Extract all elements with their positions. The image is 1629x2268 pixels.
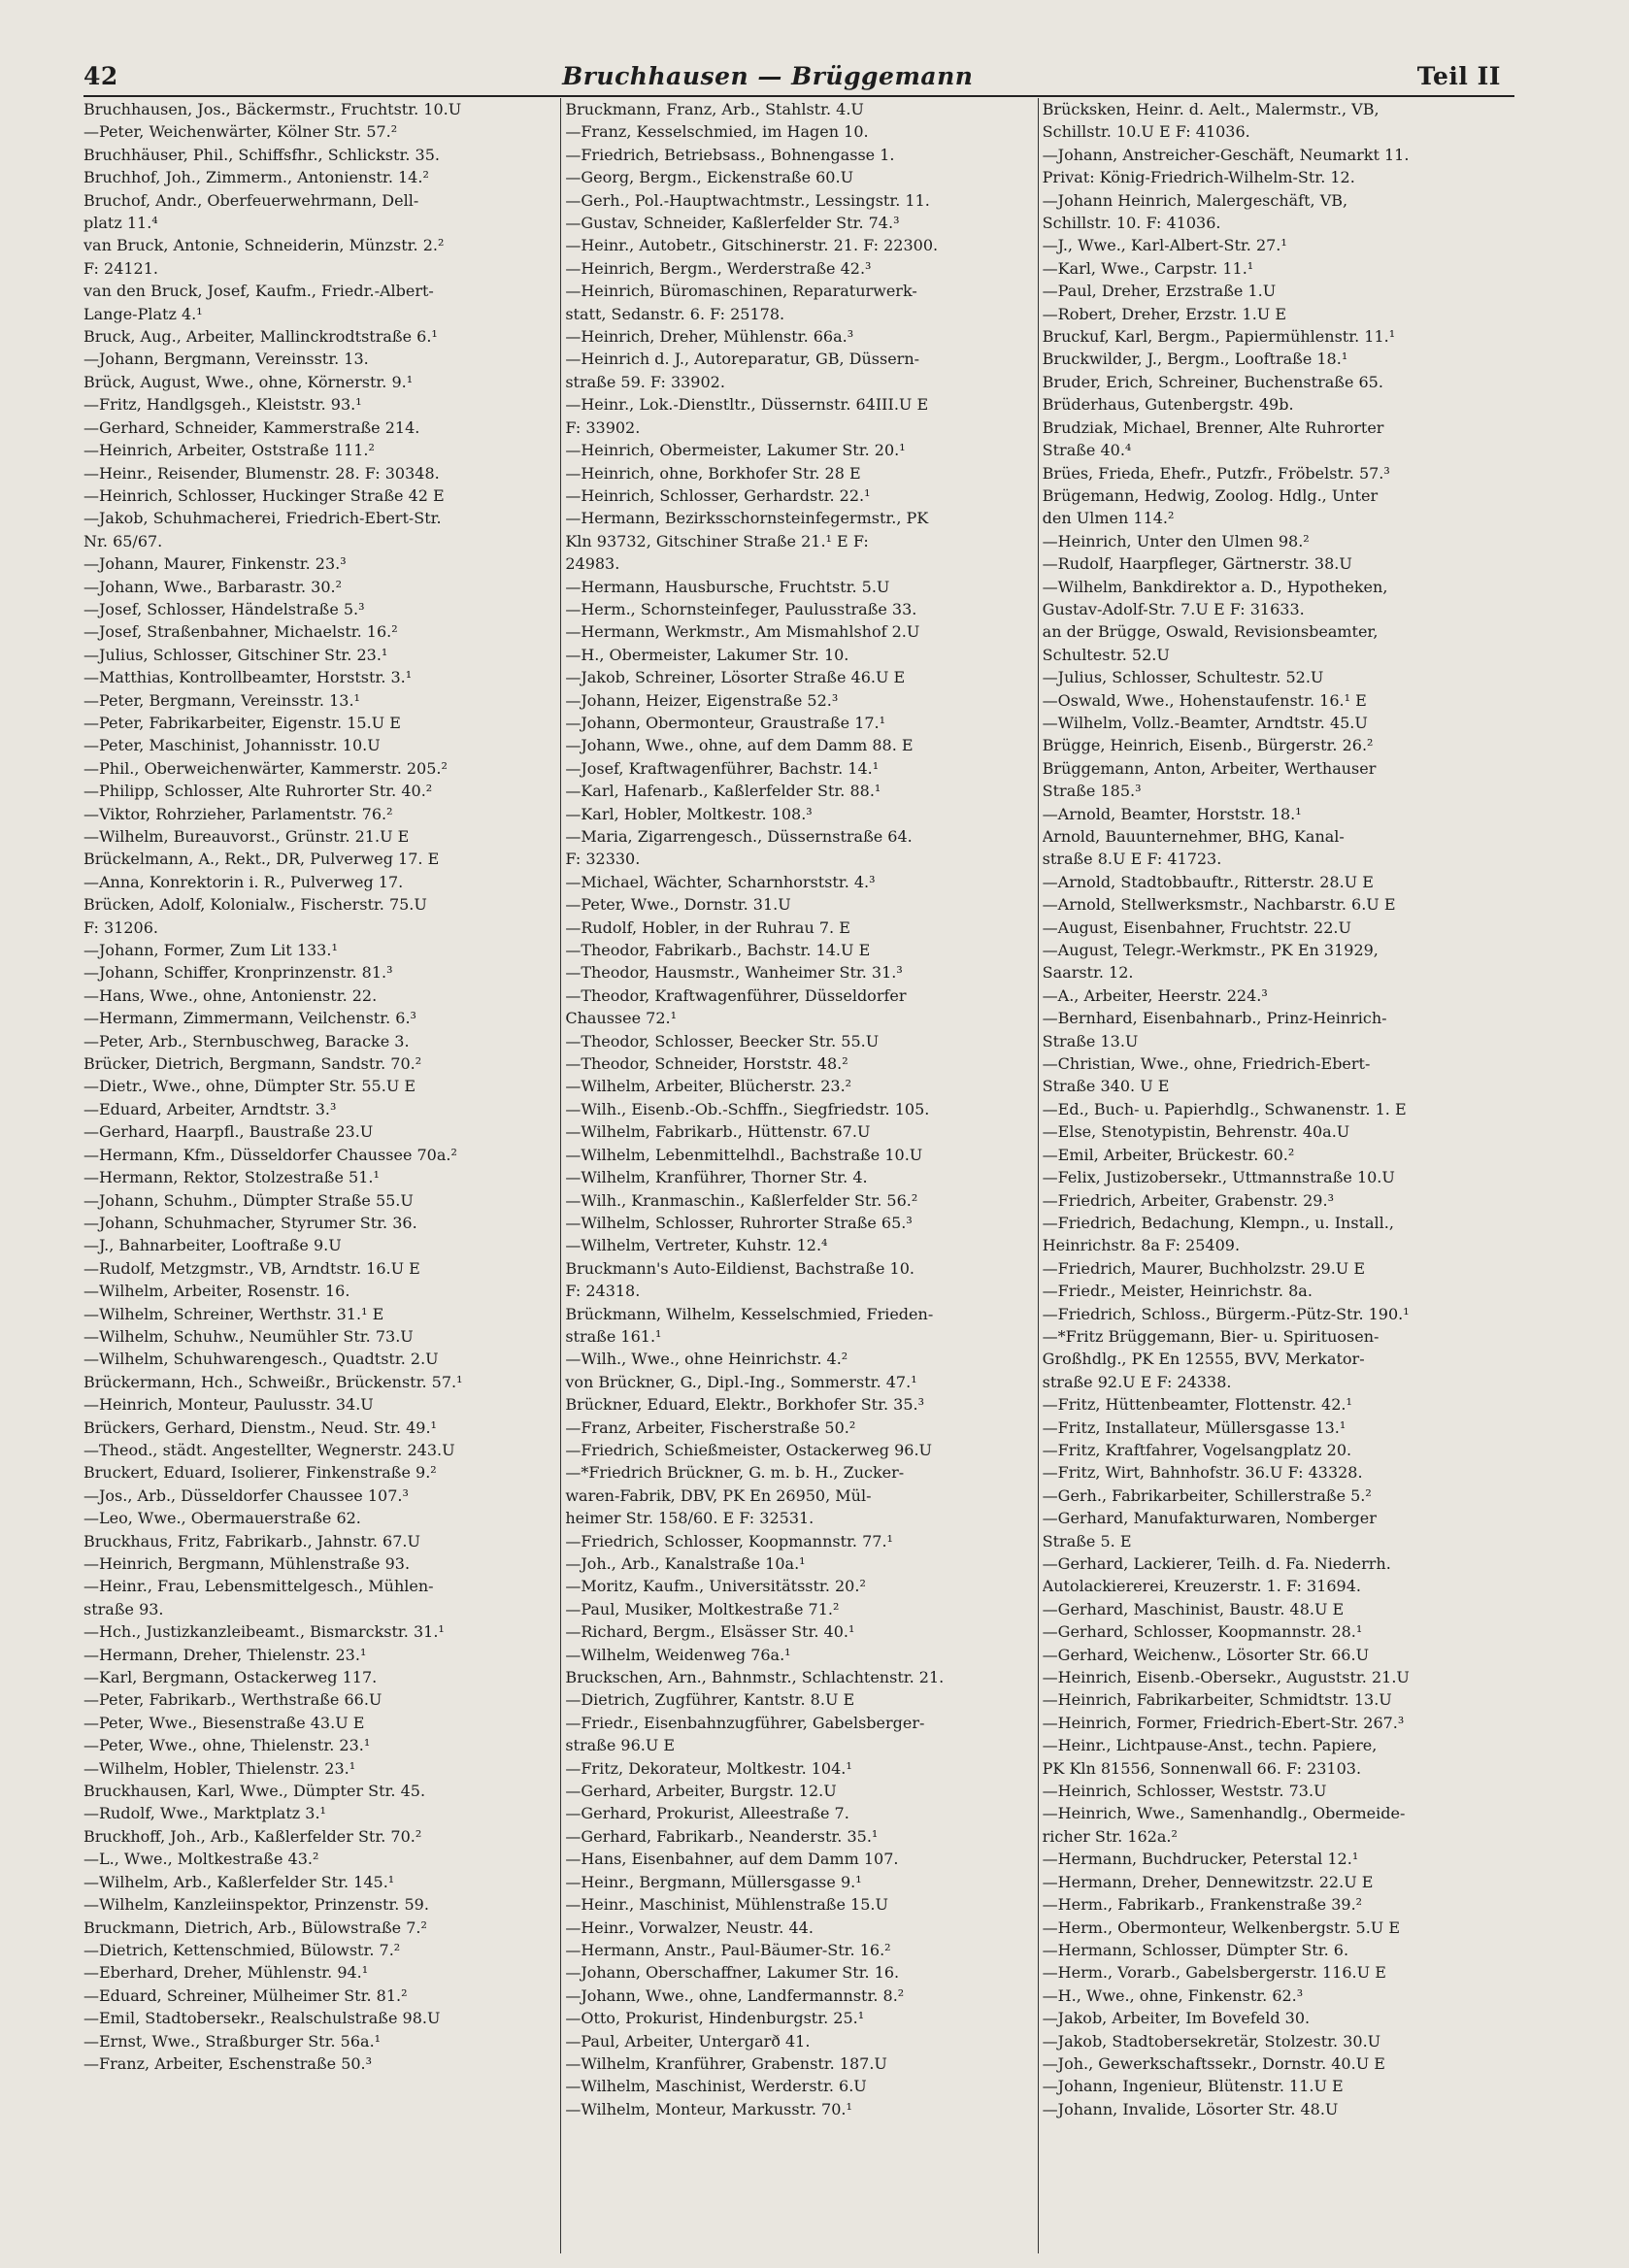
directory-entry: —Fritz, Hüttenbeamter, Flottenstr. 42.¹ [1042,1395,1352,1415]
directory-entry: —Karl, Wwe., Carpstr. 11.¹ [1042,258,1254,278]
directory-entry: —Jakob, Arbeiter, Im Bovefeld 30. [1042,2009,1311,2028]
page-title: Bruchhausen — Brüggemann [562,61,974,90]
directory-entry: Schillstr. 10. F: 41036. [1042,214,1221,233]
directory-entry: —Peter, Fabrikarbeiter, Eigenstr. 15.U E [83,713,401,732]
directory-entry: —Fritz, Wirt, Bahnhofstr. 36.U F: 43328. [1042,1463,1363,1483]
directory-entry: —Julius, Schlosser, Gitschiner Str. 23.¹ [83,645,388,664]
directory-entry: —Johann, Schuhm., Dümpter Straße 55.U [83,1190,414,1210]
directory-entry: straße 59. F: 33902. [565,372,725,391]
directory-entry: —Joh., Gewerkschaftssekr., Dornstr. 40.U E [1042,2053,1385,2073]
directory-entry: —Wilhelm, Lebenmittelhdl., Bachstraße 10.U [565,1145,923,1164]
directory-entry: —Hermann, Bezirksschornsteinfegermstr., PK [565,509,929,528]
directory-entry: Bruckschen, Arn., Bahnmstr., Schlachtenstr. 21. [565,1668,945,1687]
directory-entry: Brües, Frieda, Ehefr., Putzfr., Fröbelstr. 57.³ [1042,463,1390,483]
directory-entry: —Rudolf, Metzgmstr., VB, Arndtstr. 16.U E [83,1258,420,1278]
directory-entry: an der Brügge, Oswald, Revisionsbeamter, [1042,622,1379,642]
directory-entry: —*Fritz Brüggemann, Bier- u. Spirituosen- [1042,1326,1380,1346]
directory-entry: Brücker, Dietrich, Bergmann, Sandstr. 70.² [83,1054,422,1074]
directory-entry: —J., Wwe., Karl-Albert-Str. 27.¹ [1042,236,1287,255]
directory-entry: —Wilhelm, Arb., Kaßlerfelder Str. 145.¹ [83,1872,395,1891]
header-rule [83,95,1514,97]
directory-entry: —Wilhelm, Hobler, Thielenstr. 23.¹ [83,1758,356,1778]
directory-entry: Bruchhof, Joh., Zimmerm., Antonienstr. 14.² [83,168,429,187]
part-label: Teil II [1416,61,1501,90]
directory-entry: —Wilhelm, Maschinist, Werderstr. 6.U [565,2077,867,2096]
directory-entry: —Georg, Bergm., Eickenstraße 60.U [565,168,854,187]
directory-entry: —Johann, Schuhmacher, Styrumer Str. 36. [83,1213,417,1232]
directory-entry: —Dietrich, Zugführer, Kantstr. 8.U E [565,1690,855,1710]
directory-entry: —Heinr., Reisender, Blumenstr. 28. F: 30348. [83,463,440,483]
directory-entry: —Michael, Wächter, Scharnhorststr. 4.³ [565,872,876,891]
directory-entry: —Josef, Schlosser, Händelstraße 5.³ [83,599,365,618]
directory-entry: —Rudolf, Haarpfleger, Gärtnerstr. 38.U [1042,554,1352,574]
directory-entry: Bruckmann's Auto-Eildienst, Bachstraße 10. [565,1258,914,1278]
directory-entry: —Else, Stenotypistin, Behrenstr. 40a.U [1042,1122,1350,1142]
directory-entry: —Gerhard, Maschinist, Baustr. 48.U E [1042,1599,1345,1618]
directory-entry: —Johann, Heizer, Eigenstraße 52.³ [565,690,839,710]
directory-entry: —Heinr., Maschinist, Mühlenstraße 15.U [565,1895,888,1915]
directory-entry: —Theod., städt. Angestellter, Wegnerstr. 243.U [83,1440,455,1459]
directory-entry: —Heinrich, Schlosser, Weststr. 73.U [1042,1782,1327,1801]
directory-entry: —Friedrich, Schießmeister, Ostackerweg 96.U [565,1440,933,1459]
directory-entry: —Wilhelm, Monteur, Markusstr. 70.¹ [565,2099,852,2118]
directory-entry: —Emil, Stadtobersekr., Realschulstraße 98.U [83,2009,441,2028]
directory-entry: Bruckert, Eduard, Isolierer, Finkenstraße 9.² [83,1463,437,1483]
directory-entry: F: 24121. [83,258,158,278]
directory-entry: —Johann Heinrich, Malergeschäft, VB, [1042,190,1348,210]
directory-entry: —Bernhard, Eisenbahnarb., Prinz-Heinrich- [1042,1009,1387,1028]
directory-entry: —Wilh., Eisenb.-Ob.-Schffn., Siegfriedstr. 105. [565,1099,930,1118]
page-header [83,56,1501,95]
directory-entry: —Heinrich, Unter den Ulmen 98.² [1042,531,1310,550]
directory-entry: —Wilhelm, Kranführer, Grabenstr. 187.U [565,2053,887,2073]
directory-entry: —Heinrich, Wwe., Samenhandlg., Obermeide- [1042,1804,1406,1823]
directory-entry: —Paul, Dreher, Erzstraße 1.U [1042,282,1277,301]
directory-entry: —Gustav, Schneider, Kaßlerfelder Str. 74.³ [565,214,900,233]
directory-entry: —Leo, Wwe., Obermauerstraße 62. [83,1509,361,1528]
directory-entry: —Hermann, Kfm., Düsseldorfer Chaussee 70a.² [83,1145,457,1164]
directory-entry: —Heinr., Lichtpause-Anst., techn. Papiere, [1042,1736,1378,1755]
directory-entry: —*Friedrich Brückner, G. m. b. H., Zucker- [565,1463,905,1483]
directory-entry: —Franz, Arbeiter, Eschenstraße 50.³ [83,2053,373,2073]
directory-entry: Brügemann, Hedwig, Zoolog. Hdlg., Unter [1042,485,1379,505]
directory-entry: —Hermann, Anstr., Paul-Bäumer-Str. 16.² [565,1940,891,1959]
directory-entry: Heinrichstr. 8a F: 25409. [1042,1236,1241,1255]
directory-entry: —Johann, Schiffer, Kronprinzenstr. 81.³ [83,963,393,983]
directory-entry: —Theodor, Fabrikarb., Bachstr. 14.U E [565,941,871,960]
directory-entry: —Wilh., Wwe., ohne Heinrichstr. 4.² [565,1350,848,1369]
directory-entry: —Heinr., Autobetr., Gitschinerstr. 21. F: 22300. [565,236,939,255]
directory-entry: platz 11.⁴ [83,214,158,233]
directory-entry: —Phil., Oberweichenwärter, Kammerstr. 205.² [83,758,448,778]
directory-entry: —Wilhelm, Arbeiter, Rosenstr. 16. [83,1282,350,1301]
directory-entry: Schillstr. 10.U E F: 41036. [1042,122,1250,142]
directory-entry: —Maria, Zigarrengesch., Düssernstraße 64. [565,827,913,846]
directory-entry: —Heinrich, ohne, Borkhofer Str. 28 E [565,463,861,483]
directory-entry: F: 24318. [565,1282,641,1301]
directory-entry: waren-Fabrik, DBV, PK En 26950, Mül- [565,1485,872,1505]
directory-entry: —Wilhelm, Fabrikarb., Hüttenstr. 67.U [565,1122,871,1142]
directory-entry: —Wilhelm, Schreiner, Werthstr. 31.¹ E [83,1304,384,1323]
directory-entry: straße 93. [83,1599,164,1618]
directory-entry: —Eduard, Arbeiter, Arndtstr. 3.³ [83,1099,337,1118]
directory-entry: —Dietr., Wwe., ohne, Dümpter Str. 55.U E [83,1077,416,1096]
directory-entry: Bruckwilder, J., Bergm., Looftraße 18.¹ [1042,350,1348,369]
directory-entry: Straße 185.³ [1042,782,1142,801]
directory-entry: —Dietrich, Kettenschmied, Bülowstr. 7.² [83,1940,401,1959]
directory-entry: Brück, August, Wwe., ohne, Körnerstr. 9.¹ [83,372,414,391]
column-1 [83,98,560,2253]
directory-entry: statt, Sedanstr. 6. F: 25178. [565,304,785,323]
directory-entry: —Peter, Bergmann, Vereinsstr. 13.¹ [83,690,360,710]
directory-entry: straße 96.U E [565,1736,676,1755]
directory-entry: —Jakob, Schreiner, Lösorter Straße 46.U E [565,668,906,687]
directory-entry: —Wilh., Kranmaschin., Kaßlerfelder Str. 56.² [565,1190,918,1210]
directory-entry: —Friedrich, Arbeiter, Grabenstr. 29.³ [1042,1190,1334,1210]
directory-entry: F: 32330. [565,850,641,869]
directory-entry: —Arnold, Stellwerksmstr., Nachbarstr. 6.U E [1042,895,1396,915]
directory-entry: —Herm., Schornsteinfeger, Paulusstraße 33. [565,599,917,618]
directory-entry: Kln 93732, Gitschiner Straße 21.¹ E F: [565,531,869,550]
directory-entry: —Heinrich, Eisenb.-Obersekr., Auguststr. 21.U [1042,1668,1410,1687]
directory-entry: Brücken, Adolf, Kolonialw., Fischerstr. 75.U [83,895,427,915]
directory-entry: —Karl, Bergmann, Ostackerweg 117. [83,1668,378,1687]
directory-entry: —Hermann, Zimmermann, Veilchenstr. 6.³ [83,1009,416,1028]
directory-entry: —Karl, Hobler, Moltkestr. 108.³ [565,804,813,823]
directory-entry: —Eberhard, Dreher, Mühlenstr. 94.¹ [83,1963,369,1983]
directory-entry: den Ulmen 114.² [1042,509,1175,528]
directory-entry: —Heinr., Frau, Lebensmittelgesch., Mühlen- [83,1577,434,1596]
directory-entry: —Heinrich, Former, Friedrich-Ebert-Str. 267.³ [1042,1713,1405,1732]
directory-entry: Bruckhausen, Karl, Wwe., Dümpter Str. 45. [83,1782,426,1801]
directory-entry: —Wilhelm, Schlosser, Ruhrorter Straße 65.³ [565,1213,913,1232]
directory-entry: Brückmann, Wilhelm, Kesselschmied, Frieden- [565,1304,934,1323]
directory-entry: —Heinr., Vorwalzer, Neustr. 44. [565,1918,814,1937]
directory-entry: Brückner, Eduard, Elektr., Borkhofer Str. 35.³ [565,1395,925,1415]
directory-entry: —Otto, Prokurist, Hindenburgstr. 25.¹ [565,2009,865,2028]
directory-entry: —Julius, Schlosser, Schultestr. 52.U [1042,668,1324,687]
directory-entry: Brügge, Heinrich, Eisenb., Bürgerstr. 26.² [1042,736,1374,755]
directory-entry: straße 92.U E F: 24338. [1042,1372,1232,1391]
directory-entry: —Friedrich, Maurer, Buchholzstr. 29.U E [1042,1258,1366,1278]
column-2 [560,98,1037,2253]
directory-entry: —Oswald, Wwe., Hohenstaufenstr. 16.¹ E [1042,690,1367,710]
directory-entry: Autolackiererei, Kreuzerstr. 1. F: 31694. [1042,1577,1361,1596]
directory-entry: —Heinrich, Büromaschinen, Reparaturwerk- [565,282,917,301]
directory-entry: Brüggemann, Anton, Arbeiter, Werthauser [1042,758,1377,778]
directory-entry: —Theodor, Hausmstr., Wanheimer Str. 31.³ [565,963,903,983]
directory-entry: von Brückner, G., Dipl.-Ing., Sommerstr. 47.¹ [565,1372,917,1391]
directory-entry: Nr. 65/67. [83,531,163,550]
directory-entry: —Johann, Anstreicher-Geschäft, Neumarkt 11. [1042,145,1410,164]
directory-entry: —Fritz, Dekorateur, Moltkestr. 104.¹ [565,1758,852,1778]
directory-entry: heimer Str. 158/60. E F: 32531. [565,1509,814,1528]
directory-entry: —Gerhard, Schlosser, Koopmannstr. 28.¹ [1042,1622,1363,1642]
directory-entry: —Johann, Obermonteur, Graustraße 17.¹ [565,713,886,732]
directory-entry: —Hermann, Dreher, Dennewitzstr. 22.U E [1042,1872,1374,1891]
directory-entry: —Friedrich, Bedachung, Klempn., u. Install., [1042,1213,1394,1232]
directory-entry: Brückermann, Hch., Schweißr., Brückenstr. 57.¹ [83,1372,463,1391]
directory-entry: —Wilhelm, Schuhwarengesch., Quadtstr. 2.U [83,1350,439,1369]
directory-entry: —Jos., Arb., Düsseldorfer Chaussee 107.³ [83,1485,409,1505]
directory-entry: —Friedrich, Schloss., Bürgerm.-Pütz-Str. 190.¹ [1042,1304,1410,1323]
directory-entry: Bruchhäuser, Phil., Schiffsfhr., Schlickstr. 35. [83,145,440,164]
directory-entry: —Theodor, Schlosser, Beecker Str. 55.U [565,1031,880,1051]
directory-entry: —Hans, Wwe., ohne, Antonienstr. 22. [83,985,378,1005]
directory-entry: —Gerhard, Lackierer, Teilh. d. Fa. Niederrh. [1042,1554,1391,1573]
directory-entry: —August, Telegr.-Werkmstr., PK En 31929, [1042,941,1379,960]
directory-entry: —Arnold, Stadtobbauftr., Ritterstr. 28.U E [1042,872,1374,891]
directory-entry: —Heinr., Lok.-Dienstltr., Düssernstr. 64III.U E [565,395,929,415]
directory-entry: —Peter, Fabrikarb., Werthstraße 66.U [83,1690,382,1710]
directory-entry: —H., Obermeister, Lakumer Str. 10. [565,645,849,664]
directory-entry: van Bruck, Antonie, Schneiderin, Münzstr. 2.² [83,236,445,255]
directory-entry: 24983. [565,554,620,574]
directory-entry: —Gerhard, Arbeiter, Burgstr. 12.U [565,1782,837,1801]
directory-entry: —Peter, Wwe., Dornstr. 31.U [565,895,791,915]
directory-entry: straße 8.U E F: 41723. [1042,850,1222,869]
directory-entry: —Gerhard, Haarpfl., Baustraße 23.U [83,1122,374,1142]
directory-entry: Bruckhoff, Joh., Arb., Kaßlerfelder Str. 70.² [83,1826,422,1846]
directory-entry: —Joh., Arb., Kanalstraße 10a.¹ [565,1554,806,1573]
directory-entry: —Wilhelm, Weidenweg 76a.¹ [565,1645,791,1664]
directory-entry: —Wilhelm, Vollz.-Beamter, Arndtstr. 45.U [1042,713,1368,732]
directory-entry: —Gerhard, Prokurist, Alleestraße 7. [565,1804,849,1823]
directory-entry: —H., Wwe., ohne, Finkenstr. 62.³ [1042,1985,1304,2005]
directory-entry: Bruckmann, Dietrich, Arb., Bülowstraße 7.² [83,1918,427,1937]
directory-entry: van den Bruck, Josef, Kaufm., Friedr.-Albert- [83,282,434,301]
directory-entry: —Heinrich, Schlosser, Huckinger Straße 42 E [83,485,445,505]
column-3 [1038,98,1514,2253]
directory-entry: —Peter, Wwe., Biesenstraße 43.U E [83,1713,365,1732]
directory-entry: —Paul, Musiker, Moltkestraße 71.² [565,1599,840,1618]
directory-entry: —Matthias, Kontrollbeamter, Horststr. 3.¹ [83,668,413,687]
directory-entry: Bruder, Erich, Schreiner, Buchenstraße 65. [1042,372,1383,391]
directory-entry: —Johann, Bergmann, Vereinsstr. 13. [83,350,369,369]
directory-entry: Brudziak, Michael, Brenner, Alte Ruhrorter [1042,417,1384,437]
directory-entry: F: 31206. [83,917,158,937]
directory-entry: —Herm., Obermonteur, Welkenbergstr. 5.U E [1042,1918,1401,1937]
directory-entry: —Johann, Ingenieur, Blütenstr. 11.U E [1042,2077,1344,2096]
directory-entry: —Felix, Justizobersekr., Uttmannstraße 10.U [1042,1168,1395,1187]
page-number: 42 [83,61,118,90]
directory-entry: —Gerhard, Weichenw., Lösorter Str. 66.U [1042,1645,1370,1664]
directory-entry: —Hermann, Rektor, Stolzestraße 51.¹ [83,1168,380,1187]
directory-entry: —Gerhard, Fabrikarb., Neanderstr. 35.¹ [565,1826,879,1846]
directory-entry: Brücksken, Heinr. d. Aelt., Malermstr., VB, [1042,100,1380,118]
directory-entry: —Hermann, Buchdrucker, Peterstal 12.¹ [1042,1850,1359,1869]
directory-entry: —Heinrich, Bergmann, Mühlenstraße 93. [83,1554,411,1573]
directory-entry: —Heinrich, Fabrikarbeiter, Schmidtstr. 13.U [1042,1690,1392,1710]
directory-entry: —Fritz, Installateur, Müllersgasse 13.¹ [1042,1418,1346,1437]
directory-entry: —Theodor, Schneider, Horststr. 48.² [565,1054,848,1074]
directory-entry: —L., Wwe., Moltkestraße 43.² [83,1850,319,1869]
directory-entry: —Wilhelm, Schuhw., Neumühler Str. 73.U [83,1326,414,1346]
directory-entry: —Philipp, Schlosser, Alte Ruhrorter Str. 40.² [83,782,433,801]
directory-entry: —Franz, Kesselschmied, im Hagen 10. [565,122,869,142]
directory-entry: —Fritz, Kraftfahrer, Vogelsangplatz 20. [1042,1440,1352,1459]
directory-entry: —Hermann, Werkmstr., Am Mismahlshof 2.U [565,622,920,642]
directory-entry: Brüderhaus, Gutenbergstr. 49b. [1042,395,1294,415]
directory-entry: Bruckuf, Karl, Bergm., Papiermühlenstr. 11.¹ [1042,327,1396,347]
directory-entry: Arnold, Bauunternehmer, BHG, Kanal- [1042,827,1345,846]
directory-entry: Gustav-Adolf-Str. 7.U E F: 31633. [1042,599,1305,618]
directory-entry: —Johann, Wwe., ohne, Landfermannstr. 8.² [565,1985,905,2005]
directory-entry: —Wilhelm, Vertreter, Kuhstr. 12.⁴ [565,1236,828,1255]
directory-entry: —Wilhelm, Arbeiter, Blücherstr. 23.² [565,1077,852,1096]
directory-entry: —Viktor, Rohrzieher, Parlamentstr. 76.² [83,804,393,823]
directory-entry: —Heinrich d. J., Autoreparatur, GB, Düssern- [565,350,920,369]
directory-entry: —Heinrich, Dreher, Mühlenstr. 66a.³ [565,327,854,347]
directory-entry: —Johann, Wwe., Barbarastr. 30.² [83,577,343,596]
directory-entry: —Robert, Dreher, Erzstr. 1.U E [1042,304,1287,323]
directory-entry: —Hermann, Hausbursche, Fruchtstr. 5.U [565,577,890,596]
directory-entry: Straße 340. U E [1042,1077,1170,1096]
directory-entry: richer Str. 162a.² [1042,1826,1178,1846]
directory-entry: —Peter, Weichenwärter, Kölner Str. 57.² [83,122,398,142]
directory-entry: —Peter, Maschinist, Johannisstr. 10.U [83,736,381,755]
directory-entry: —Hermann, Dreher, Thielenstr. 23.¹ [83,1645,367,1664]
directory-entry: —Gerh., Fabrikarbeiter, Schillerstraße 5.² [1042,1485,1372,1505]
directory-entry: —Heinrich, Schlosser, Gerhardstr. 22.¹ [565,485,871,505]
directory-entry: —Karl, Hafenarb., Kaßlerfelder Str. 88.¹ [565,782,881,801]
directory-entry: —Emil, Arbeiter, Brückestr. 60.² [1042,1145,1295,1164]
directory-entry: Bruchof, Andr., Oberfeuerwehrmann, Dell- [83,190,419,210]
directory-entry: —Franz, Arbeiter, Fischerstraße 50.² [565,1418,856,1437]
directory-entry: —Wilhelm, Bureauvorst., Grünstr. 21.U E [83,827,410,846]
directory-entry: —Anna, Konrektorin i. R., Pulverweg 17. [83,872,404,891]
directory-entry: Bruckhaus, Fritz, Fabrikarb., Jahnstr. 67.U [83,1531,420,1551]
directory-entry: PK Kln 81556, Sonnenwall 66. F: 23103. [1042,1758,1362,1778]
directory-entry: —Heinrich, Obermeister, Lakumer Str. 20.¹ [565,441,906,460]
directory-entry: —Richard, Bergm., Elsässer Str. 40.¹ [565,1622,855,1642]
directory-entry: —J., Bahnarbeiter, Looftraße 9.U [83,1236,342,1255]
directory-entry: Privat: König-Friedrich-Wilhelm-Str. 12. [1042,168,1355,187]
directory-entry: —Josef, Straßenbahner, Michaelstr. 16.² [83,622,398,642]
directory-entry: —Hans, Eisenbahner, auf dem Damm 107. [565,1850,899,1869]
directory-entry: Großhdlg., PK En 12555, BVV, Merkator- [1042,1350,1365,1369]
directory-entry: Bruchhausen, Jos., Bäckermstr., Fruchtstr. 10.U [83,100,462,118]
directory-entry: —Arnold, Beamter, Horststr. 18.¹ [1042,804,1302,823]
directory-entry: —Friedr., Meister, Heinrichstr. 8a. [1042,1282,1313,1301]
directory-entry: —Johann, Wwe., ohne, auf dem Damm 88. E [565,736,914,755]
directory-entry: —Johann, Invalide, Lösorter Str. 48.U [1042,2099,1339,2118]
directory-entry: —Heinr., Bergmann, Müllersgasse 9.¹ [565,1872,862,1891]
directory-entry: Straße 5. E [1042,1531,1132,1551]
directory-entry: Brückers, Gerhard, Dienstm., Neud. Str. 49.¹ [83,1418,437,1437]
directory-entry: —Herm., Fabrikarb., Frankenstraße 39.² [1042,1895,1363,1915]
directory-entry: —Jakob, Schuhmacherei, Friedrich-Ebert-Str. [83,509,442,528]
directory-entry: —Paul, Arbeiter, Untergarð 41. [565,2031,811,2051]
directory-entry: —Gerhard, Schneider, Kammerstraße 214. [83,417,420,437]
directory-entry: —Moritz, Kaufm., Universitätsstr. 20.² [565,1577,866,1596]
directory-entry: —Heinrich, Bergm., Werderstraße 42.³ [565,258,872,278]
directory-entry: —Theodor, Kraftwagenführer, Düsseldorfer [565,985,907,1005]
directory-entry: —Hch., Justizkanzleibeamt., Bismarckstr. 31.¹ [83,1622,445,1642]
directory-entry: —Wilhelm, Kranführer, Thorner Str. 4. [565,1168,868,1187]
directory-entry: —Heinrich, Monteur, Paulusstr. 34.U [83,1395,374,1415]
directory-entry: —August, Eisenbahner, Fruchtstr. 22.U [1042,917,1351,937]
directory-entry: —Johann, Former, Zum Lit 133.¹ [83,941,338,960]
directory-entry: Saarstr. 12. [1042,963,1134,983]
directory-entry: —Herm., Vorarb., Gabelsbergerstr. 116.U E [1042,1963,1386,1983]
directory-entry: —Friedr., Eisenbahnzugführer, Gabelsberger- [565,1713,925,1732]
directory-entry: —Heinrich, Arbeiter, Oststraße 111.² [83,441,375,460]
directory-entry: —Johann, Maurer, Finkenstr. 23.³ [83,554,347,574]
directory-entry: —Johann, Oberschaffner, Lakumer Str. 16. [565,1963,900,1983]
directory-entry: Bruck, Aug., Arbeiter, Mallinckrodtstraße 6.¹ [83,327,438,347]
directory-entry: Chaussee 72.¹ [565,1009,678,1028]
directory-entry: Schultestr. 52.U [1042,645,1170,664]
entry-columns [83,98,1514,2253]
directory-entry: —Gerhard, Manufakturwaren, Nomberger [1042,1509,1377,1528]
directory-entry: —Rudolf, Wwe., Marktplatz 3.¹ [83,1804,326,1823]
directory-entry: Straße 40.⁴ [1042,441,1132,460]
directory-entry: Straße 13.U [1042,1031,1139,1051]
directory-entry: —A., Arbeiter, Heerstr. 224.³ [1042,985,1268,1005]
directory-entry: —Gerh., Pol.-Hauptwachtmstr., Lessingstr. 11. [565,190,930,210]
directory-entry: straße 161.¹ [565,1326,662,1346]
directory-entry: Lange-Platz 4.¹ [83,304,203,323]
directory-entry: —Jakob, Stadtobersekretär, Stolzestr. 30.U [1042,2031,1381,2051]
directory-entry: —Hermann, Schlosser, Dümpter Str. 6. [1042,1940,1349,1959]
directory-entry: —Wilhelm, Kanzleiinspektor, Prinzenstr. 59. [83,1895,429,1915]
directory-entry: —Eduard, Schreiner, Mülheimer Str. 81.² [83,1985,408,2005]
directory-entry: —Friedrich, Betriebsass., Bohnengasse 1. [565,145,895,164]
directory-entry: —Josef, Kraftwagenführer, Bachstr. 14.¹ [565,758,880,778]
directory-entry: —Fritz, Handlgsgeh., Kleiststr. 93.¹ [83,395,362,415]
directory-entry: F: 33902. [565,417,641,437]
directory-entry: —Rudolf, Hobler, in der Ruhrau 7. E [565,917,850,937]
directory-entry: —Peter, Arb., Sternbuschweg, Baracke 3. [83,1031,410,1051]
directory-entry: —Friedrich, Schlosser, Koopmannstr. 77.¹ [565,1531,893,1551]
directory-entry: Brückelmann, A., Rekt., DR, Pulverweg 17. E [83,850,440,869]
directory-entry: —Ed., Buch- u. Papierhdlg., Schwanenstr. 1. E [1042,1099,1407,1118]
directory-entry: —Wilhelm, Bankdirektor a. D., Hypotheken, [1042,577,1388,596]
directory-entry: —Peter, Wwe., ohne, Thielenstr. 23.¹ [83,1736,371,1755]
directory-entry: —Ernst, Wwe., Straßburger Str. 56a.¹ [83,2031,382,2051]
directory-entry: —Christian, Wwe., ohne, Friedrich-Ebert- [1042,1054,1371,1074]
directory-entry: Bruckmann, Franz, Arb., Stahlstr. 4.U [565,100,864,118]
